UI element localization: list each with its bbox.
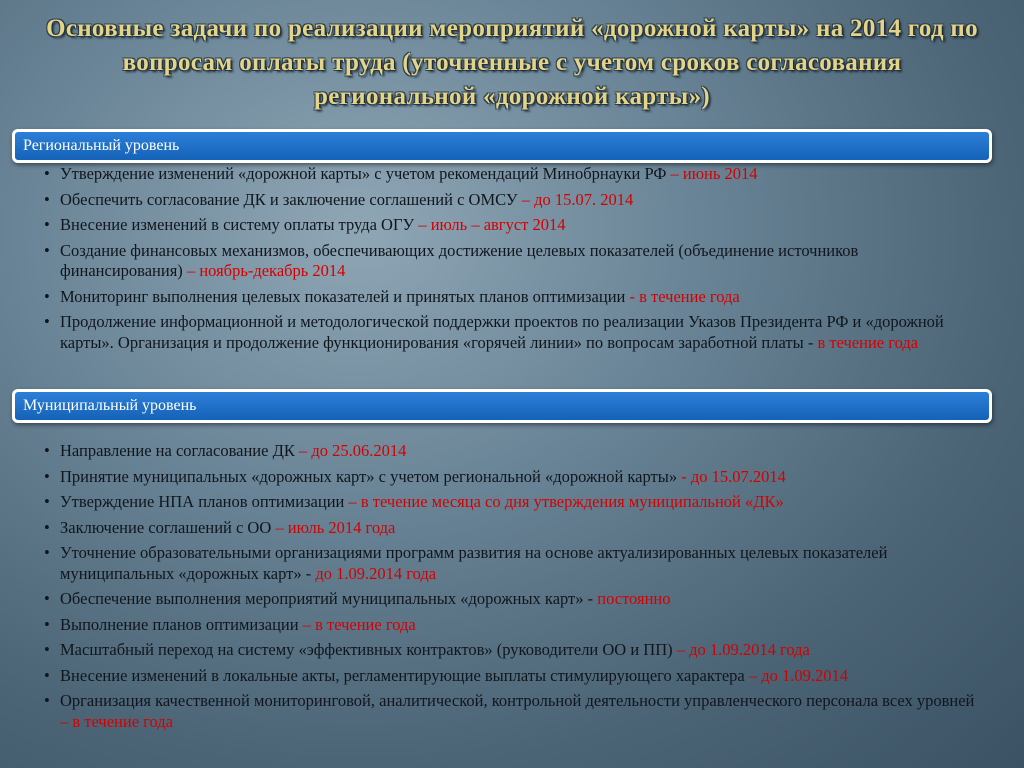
task-text: Обеспечение выполнения мероприятий муниципальных «дорожных карт» - — [60, 589, 598, 608]
task-deadline: постоянно — [597, 589, 671, 608]
task-text: Направление на согласование ДК — [60, 441, 299, 460]
task-text: Утверждение НПА планов оптимизации — [60, 492, 349, 511]
task-text: Принятие муниципальных «дорожных карт» с учетом региональной «дорожной карты» — [60, 466, 682, 486]
task-text: Внесение изменений в систему оплаты труда ОГУ — [60, 215, 419, 234]
regional-level-header: Региональный уровень — [12, 129, 992, 163]
task-deadline: – ноябрь-декабрь 2014 — [186, 261, 346, 280]
task-deadline: – до 25.06.2014 — [298, 441, 407, 460]
municipal-level-header: Муниципальный уровень — [12, 389, 992, 423]
list-item — [44, 441, 984, 462]
list-item — [44, 691, 984, 732]
slide-title: Основные задачи по реализации мероприятий «дорожной карты» на 2014 год по вопросам оплаты труда (уточненные с учетом сроков согласования региональной «дорожной карты») — [46, 15, 978, 110]
task-deadline: – в течение месяца со дня утверждения муниципальной «ДК» — [348, 492, 784, 511]
task-text: Выполнение планов оптимизации — [60, 614, 303, 634]
task-deadline: – июль – август 2014 — [418, 215, 566, 234]
task-deadline: до 1.09.2014 года — [315, 563, 437, 583]
list-item — [44, 492, 984, 513]
task-deadline: – июль 2014 года — [275, 517, 396, 537]
list-item — [44, 518, 984, 539]
task-text: Уточнение образовательными организациями программ развития на основе актуализированных целевых показателей муниципальных «дорожных карт» - — [60, 543, 888, 583]
task-deadline: – до 1.09.2014 — [748, 665, 849, 685]
list-item — [44, 312, 984, 353]
task-deadline: в течение года — [817, 332, 919, 352]
municipal-task-list — [44, 441, 984, 737]
list-item — [44, 241, 984, 282]
task-deadline: - до 15.07.2014 — [681, 466, 786, 486]
task-text: Мониторинг выполнения целевых показателей и принятых планов оптимизации — [60, 286, 630, 306]
task-text: Внесение изменений в локальные акты, регламентирующие выплаты стимулирующего характера — [60, 665, 749, 685]
list-item — [44, 615, 984, 636]
list-item — [44, 190, 984, 211]
list-item — [44, 666, 984, 687]
regional-task-list — [44, 164, 984, 358]
task-text: Заключение соглашений с ОО — [60, 517, 276, 537]
task-deadline: – в течение года — [60, 711, 173, 731]
list-item — [44, 543, 984, 584]
task-text: Организация качественной мониторинговой, аналитической, контрольной деятельности управленческого персонала всех уровней — [60, 691, 975, 710]
task-text: Продолжение информационной и методологической поддержки проектов по реализации Указов Президента РФ и «дорожной карты». Организация и продолжение функционирования «горячей линии» по вопросам заработной платы - — [60, 312, 944, 352]
task-deadline: - в течение года — [629, 286, 740, 306]
task-text: Обеспечить согласование ДК и заключение соглашений с ОМСУ — [60, 189, 522, 209]
task-text: Утверждение изменений «дорожной карты» с учетом рекомендаций Минобрнауки РФ — [60, 164, 671, 183]
task-text: Создание финансовых механизмов, обеспечивающих достижение целевых показателей (объединение источников финансирования) — [60, 240, 859, 280]
list-item — [44, 287, 984, 308]
task-deadline: – до 1.09.2014 года — [676, 640, 810, 659]
list-item — [44, 467, 984, 488]
task-deadline: – до 15.07. 2014 — [521, 189, 634, 209]
task-deadline: – в течение года — [302, 614, 416, 634]
list-item — [44, 164, 984, 185]
task-text: Масштабный переход на систему «эффективных контрактов» (руководители ОО и ПП) — [60, 640, 677, 659]
list-item — [44, 215, 984, 236]
list-item — [44, 589, 984, 610]
task-deadline: – июнь 2014 — [670, 164, 758, 183]
list-item — [44, 640, 984, 661]
